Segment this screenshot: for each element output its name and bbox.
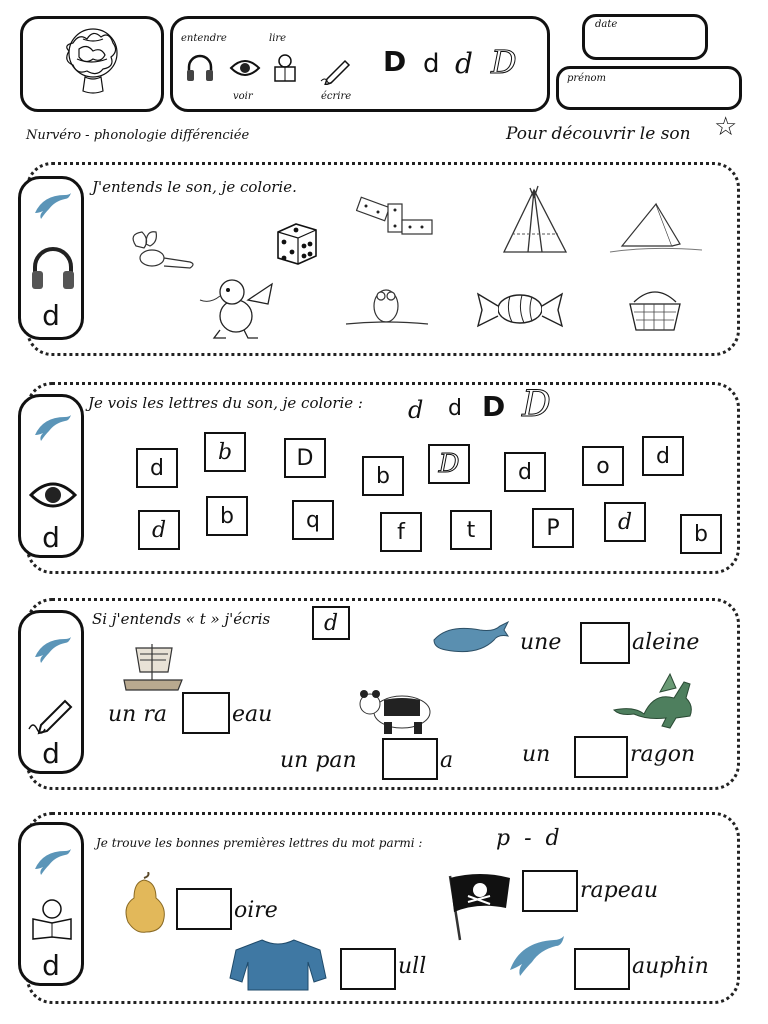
section2-instruction: Je vois les lettres du son, je colorie :	[88, 394, 363, 412]
model-letter-print-upper: D	[482, 390, 506, 423]
name-label: prénom	[567, 73, 607, 84]
model-letter-cursive-lower: d	[408, 396, 424, 424]
letter-box[interactable]: d	[138, 510, 180, 550]
letter-print-lower: d	[423, 49, 440, 79]
letter-box[interactable]: b	[204, 432, 246, 472]
dolphin-icon	[31, 633, 73, 665]
baleine-prefix: une	[520, 630, 562, 655]
drapeau-suffix: rapeau	[580, 878, 659, 903]
reading-child-icon	[271, 53, 299, 83]
answer-box-dragon[interactable]	[574, 736, 628, 778]
raft-icon	[118, 640, 188, 696]
teepee-icon[interactable]	[494, 184, 576, 264]
panda-suffix: a	[440, 748, 454, 773]
poire-suffix: oire	[234, 898, 278, 923]
dauphin-suffix: auphin	[632, 954, 709, 979]
letter-cursive-lower: d	[455, 47, 473, 80]
section3-sidebar	[18, 610, 84, 774]
section2-side-letter: d	[42, 521, 60, 554]
letter-box[interactable]: d	[504, 452, 546, 492]
skill-label-ecrire: écrire	[321, 91, 352, 102]
eye-icon	[29, 479, 77, 511]
dominoes-icon[interactable]	[356, 196, 436, 238]
section4-sidebar	[18, 822, 84, 986]
headphones-icon	[185, 53, 215, 83]
pencil-icon	[27, 695, 77, 735]
answer-box-poire[interactable]	[176, 888, 232, 930]
dolphin-icon	[31, 411, 73, 443]
section1-side-letter: d	[42, 299, 60, 332]
pyramid-icon[interactable]	[606, 198, 706, 260]
owl-icon[interactable]	[344, 278, 430, 334]
letter-box[interactable]: d	[642, 436, 684, 476]
radish-icon[interactable]	[122, 226, 198, 272]
answer-box-radeau[interactable]	[182, 692, 230, 734]
candy-icon[interactable]	[474, 286, 566, 332]
letter-box[interactable]: P	[532, 508, 574, 548]
letter-box[interactable]: t	[450, 510, 492, 550]
dragon-icon[interactable]	[196, 270, 286, 342]
skill-label-lire: lire	[269, 33, 287, 44]
basket-icon[interactable]	[626, 282, 684, 334]
letter-box[interactable]: D	[284, 438, 326, 478]
star-icon: ☆	[714, 112, 738, 142]
letter-box[interactable]: f	[380, 512, 422, 552]
whale-icon	[430, 620, 512, 658]
pear-icon	[120, 872, 170, 934]
letter-box[interactable]: d	[604, 502, 646, 542]
answer-box-drapeau[interactable]	[522, 870, 578, 912]
pull-suffix: ull	[398, 954, 427, 979]
panda-icon	[356, 684, 440, 736]
skill-label-voir: voir	[233, 91, 253, 102]
eye-icon	[229, 57, 261, 79]
dragon-suffix: ragon	[630, 742, 696, 767]
answer-box-dauphin[interactable]	[574, 948, 630, 990]
radeau-prefix: un ra	[108, 702, 167, 727]
date-box[interactable]	[582, 14, 708, 60]
skill-label-entendre: entendre	[181, 33, 227, 44]
letter-box[interactable]: d	[136, 448, 178, 488]
pirate-flag-icon	[440, 866, 514, 942]
section4-side-letter: d	[42, 949, 60, 982]
dolphin-icon	[31, 845, 73, 877]
dice-icon[interactable]	[272, 220, 322, 268]
letter-box[interactable]: b	[206, 496, 248, 536]
dragon-prefix: un	[522, 742, 551, 767]
name-box[interactable]	[556, 66, 742, 110]
section3-instruction: Si j'entends « t » j'écris	[92, 610, 271, 628]
radeau-suffix: eau	[232, 702, 273, 727]
letter-cursive-upper: D	[491, 43, 517, 81]
answer-box-pull[interactable]	[340, 948, 396, 990]
pencil-icon	[319, 57, 353, 85]
dolphin-icon	[31, 189, 73, 221]
section2-sidebar	[18, 394, 84, 558]
letter-print-upper: D	[383, 45, 407, 78]
letter-box[interactable]: b	[680, 514, 722, 554]
answer-box-baleine[interactable]	[580, 622, 630, 664]
panda-prefix: un pan	[280, 748, 357, 773]
curly-hair-avatar-icon	[23, 19, 163, 111]
skills-box	[170, 16, 550, 112]
model-letter-print-lower: d	[448, 396, 462, 421]
target-letter-box: d	[312, 606, 350, 640]
section4-instruction: Je trouve les bonnes premières lettres du mot parmi :	[96, 836, 423, 850]
letter-box[interactable]: o	[582, 446, 624, 486]
baleine-suffix: aleine	[632, 630, 700, 655]
reading-child-icon	[29, 897, 75, 941]
subtitle-right: Pour découvrir le son	[506, 124, 691, 144]
letter-choices: p - d	[496, 826, 560, 851]
letter-box[interactable]: D	[428, 444, 470, 484]
sweater-icon	[228, 936, 328, 992]
section1-sidebar	[18, 176, 84, 340]
model-letter-cursive-upper: D	[522, 384, 551, 425]
author-portrait-box	[20, 16, 164, 112]
letter-box[interactable]: b	[362, 456, 404, 496]
letter-box[interactable]: q	[292, 500, 334, 540]
date-label: date	[595, 19, 618, 30]
section1-instruction: J'entends le son, je colorie.	[92, 178, 297, 196]
subtitle-left: Nurvéro - phonologie différenciée	[26, 128, 250, 143]
dolphin-icon	[506, 930, 568, 978]
dragon-icon	[604, 668, 708, 730]
section3-side-letter: d	[42, 737, 60, 770]
headphones-icon	[29, 243, 77, 293]
answer-box-panda[interactable]	[382, 738, 438, 780]
